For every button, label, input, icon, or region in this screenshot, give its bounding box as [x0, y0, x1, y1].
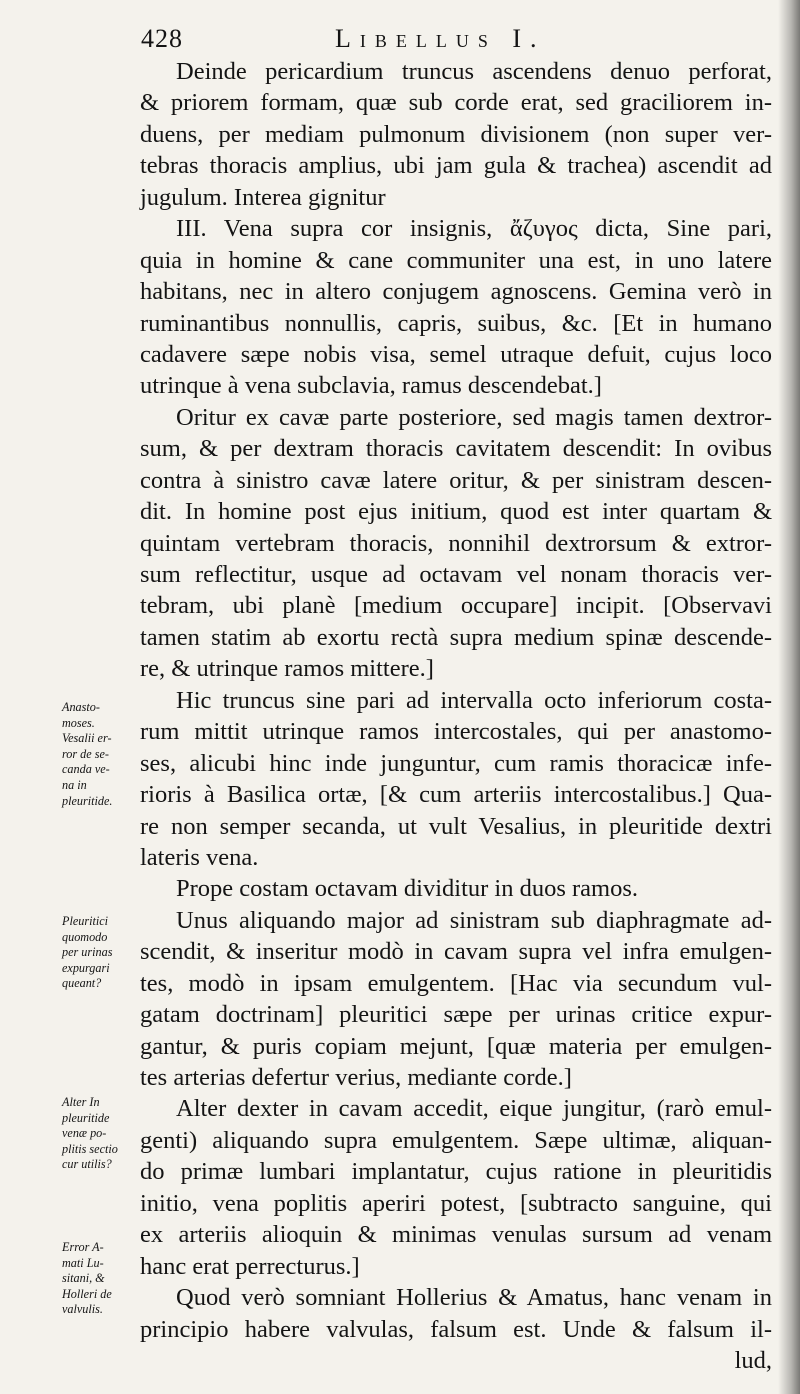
text-line: contra à sinistro cavæ latere oritur, & per sinistram descen- — [140, 466, 772, 494]
running-head: Libellus I. — [335, 24, 546, 53]
marginal-note-line: cur utilis? — [62, 1157, 112, 1172]
marginal-note-line: sitani, & — [62, 1271, 105, 1286]
text-line: tebras thoracis amplius, ubi jam gula & trachea) ascendit ad — [140, 152, 772, 180]
text-line: sum, & per dextram thoracis cavitatem descendit: In ovibus — [140, 435, 772, 463]
text-line: Hic truncus sine pari ad intervalla octo inferiorum costa- — [176, 686, 772, 714]
text-line: Unus aliquando major ad sinistram sub diaphragmate ad- — [176, 906, 772, 934]
marginal-note-error — [62, 1240, 142, 1318]
text-line: dit. In homine post ejus initium, quod est inter quartam & — [140, 498, 772, 526]
text-line: cadavere sæpe nobis visa, semel utraque defuit, cujus loco — [140, 340, 772, 368]
marginal-note-line: Alter In — [62, 1095, 100, 1109]
marginal-note-line: na in — [62, 777, 87, 792]
marginal-note-alter — [62, 1095, 142, 1173]
marginal-note-line: per urinas — [62, 945, 113, 960]
marginal-note-line: canda ve- — [62, 762, 110, 777]
text-line: re, & utrinque ramos mittere.] — [140, 655, 434, 683]
marginal-note-line: pleuritide — [62, 1110, 110, 1125]
text-line: Oritur ex cavæ parte posteriore, sed magis tamen dextror- — [176, 403, 772, 431]
marginal-note-line: mati Lu- — [62, 1255, 104, 1270]
marginal-note-line: Error A- — [62, 1240, 104, 1254]
marginal-note-line: queant? — [62, 976, 102, 991]
marginal-note-anastomoses — [62, 700, 142, 809]
text-line: ex arteriis alioquin & minimas venulas sursum ad venam — [140, 1221, 772, 1249]
text-line: jugulum. Interea gignitur — [140, 183, 386, 211]
text-line: Prope costam octavam dividitur in duos ramos. — [176, 875, 639, 903]
text-line: hanc erat perrecturus.] — [140, 1252, 360, 1280]
marginal-note-line: valvulis. — [62, 1302, 103, 1317]
text-line: habitans, nec in altero conjugem agnoscens. Gemina verò in — [140, 278, 772, 306]
marginal-note-line: Pleuritici — [62, 914, 109, 928]
text-line: duens, per mediam pulmonum divisionem (non super ver- — [140, 120, 772, 148]
text-line: quintam vertebram thoracis, nonnihil dextrorsum & extror- — [140, 529, 772, 557]
text-line: tes arterias defertur verius, mediante corde.] — [140, 1064, 572, 1091]
page-edge-shadow — [778, 0, 800, 1394]
marginal-note-line: venæ po- — [62, 1126, 107, 1141]
text-line: rioris à Basilica ortæ, [& cum arteriis intercostalibus.] Qua- — [140, 781, 772, 809]
marginal-note-line: plitis sectio — [62, 1141, 118, 1156]
text-line: tamen statim ab exortu rectà supra medium spinæ descende- — [140, 623, 772, 651]
text-line: Deinde pericardium truncus ascendens denuo perforat, — [176, 58, 772, 85]
text-line: ruminantibus nonnullis, capris, suibus, &c. [Et in humano — [140, 309, 772, 337]
text-line: scendit, & inseritur modò in cavam supra vel infra emulgen- — [140, 938, 772, 966]
text-line: principio habere valvulas, falsum est. Unde & falsum il- — [140, 1315, 772, 1343]
text-line: Quod verò somniant Hollerius & Amatus, hanc venam in — [176, 1284, 772, 1312]
text-line: tes, modò in ipsam emulgentem. [Hac via secundum vul- — [140, 969, 772, 997]
marginal-note-line: expurgari — [62, 960, 110, 975]
text-line: do primæ lumbari implantatur, cujus ratione in pleuritidis — [140, 1158, 772, 1186]
text-line: genti) aliquando supra emulgentem. Sæpe ultimæ, aliquan- — [140, 1126, 772, 1154]
text-line: sum reflectitur, usque ad octavam vel nonam thoracis ver- — [140, 561, 772, 588]
text-line: gantur, & puris copiam mejunt, [quæ materia per emulgen- — [140, 1032, 772, 1060]
text-line: tebram, ubi planè [medium occupare] incipit. [Observavi — [140, 592, 772, 620]
text-line: lud, — [734, 1346, 772, 1374]
marginal-note-pleuritici — [62, 914, 142, 992]
marginal-note-line: moses. — [62, 715, 95, 730]
text-line: lateris vena. — [140, 843, 259, 871]
marginal-note-line: Holleri de — [62, 1286, 112, 1301]
main-text — [140, 56, 772, 1376]
text-line: quia in homine & cane communiter una est, in uno latere — [140, 246, 772, 274]
text-line: re non semper secanda, ut vult Vesalius, in pleuritide dextri — [140, 812, 772, 840]
marginal-note-line: quomodo — [62, 929, 108, 944]
marginal-note-line: Anasto- — [62, 700, 100, 714]
text-line: utrinque à vena subclavia, ramus descendebat.] — [140, 372, 602, 400]
text-line: ses, alicubi hinc inde junguntur, cum ramis thoracicæ infe- — [140, 749, 772, 777]
text-line: & priorem formam, quæ sub corde erat, sed graciliorem in- — [140, 89, 772, 117]
page-number: 428 — [141, 24, 183, 53]
text-line: initio, vena poplitis aperiri potest, [subtracto sanguine, qui — [140, 1189, 772, 1217]
text-line: gatam doctrinam] pleuritici sæpe per urinas critice expur- — [140, 1001, 772, 1029]
marginal-note-line: pleuritide. — [62, 793, 113, 808]
marginal-note-line: ror de se- — [62, 746, 109, 761]
text-line: rum mittit utrinque ramos intercostales, qui per anastomo- — [140, 718, 772, 746]
marginal-note-line: Vesalii er- — [62, 731, 112, 746]
text-line: Alter dexter in cavam accedit, eique jungitur, (rarò emul- — [176, 1095, 772, 1123]
text-line: III. Vena supra cor insignis, ἄζυγος dicta, Sine pari, — [176, 215, 772, 243]
